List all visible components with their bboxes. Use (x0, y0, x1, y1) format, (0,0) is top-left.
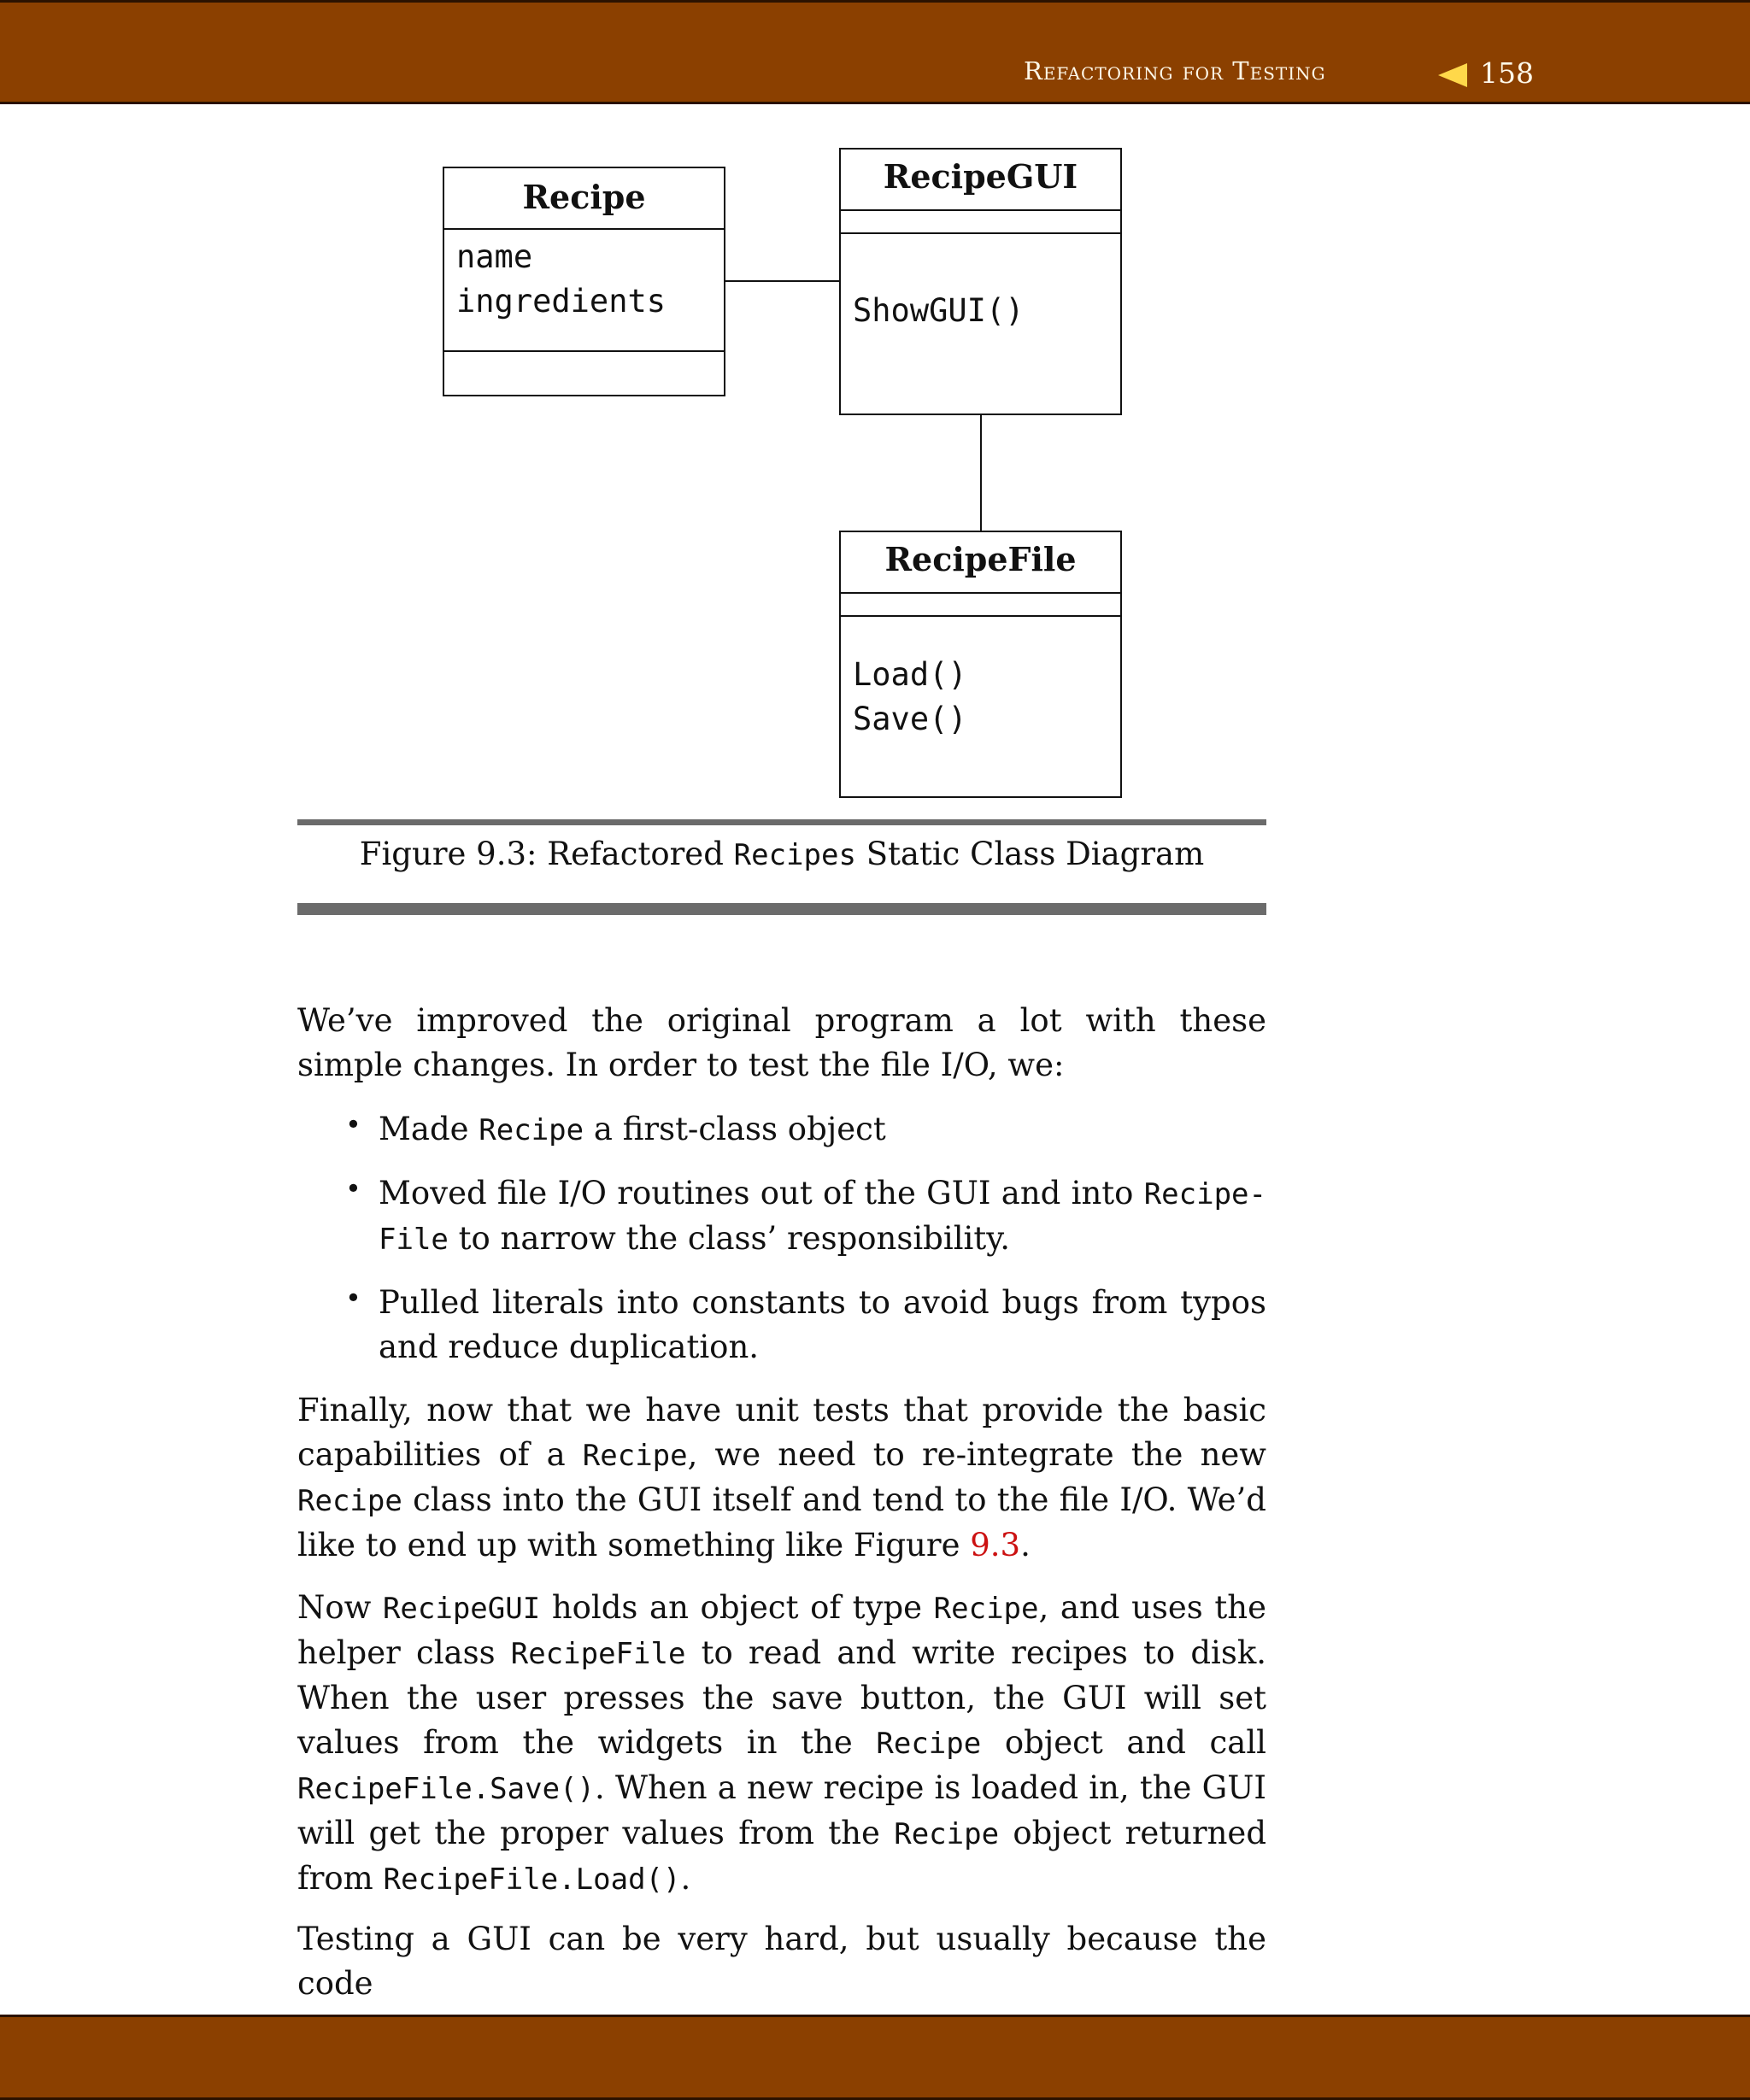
list-item: Moved file I/O routines out of the GUI and into Recipe-File to narrow the class’ responsibility. (379, 1175, 1266, 1257)
recipe-recipegui-association (725, 280, 839, 282)
recipe-methods (444, 352, 724, 395)
recipe-attributes (444, 230, 724, 352)
recipe-attribute: ingredients (456, 283, 667, 320)
recipefile-methods (841, 617, 1120, 796)
list-item: Made Recipe a first-class object (379, 1111, 886, 1147)
recipefile-method: Save() (853, 701, 967, 737)
recipegui-recipefile-association (980, 415, 982, 531)
bullet-icon: • (345, 1108, 361, 1141)
recipegui-class-name: RecipeGUI (841, 150, 1120, 211)
paragraph: Finally, now that we have unit tests that provide the basic capabilities of a Recipe, we need to re-integrate the new Recipe class into the GUI itself and tend to the file I/O. We’d like to end up with something like Figure 9.3. (297, 1392, 1266, 1563)
recipe-class-box (443, 167, 725, 396)
figure-link[interactable]: 9.3 (970, 1527, 1021, 1563)
figure-caption (297, 836, 1266, 872)
caption-code: Recipes (733, 838, 856, 872)
caption-top-rule (297, 819, 1266, 825)
back-arrow-icon[interactable] (1438, 63, 1467, 87)
footer-band (0, 2015, 1750, 2100)
caption-text: Figure 9.3: Refactored (359, 836, 724, 872)
recipefile-class-name: RecipeFile (841, 532, 1120, 594)
recipe-attribute: name (456, 238, 533, 275)
running-head: Refactoring for Testing (1024, 56, 1326, 85)
recipegui-attributes (841, 211, 1120, 234)
paragraph: Testing a GUI can be very hard, but usually because the code (297, 1921, 1266, 2002)
paragraph: Now RecipeGUI holds an object of type Recipe, and uses the helper class RecipeFile to read and write recipes to disk. When the user presses the save button, the GUI will set values from the widgets in the Recipe object and call RecipeFile.Save(). When a new recipe is loaded in, the GUI will get the proper values from the Recipe object returned from RecipeFile.Load(). (297, 1589, 1267, 1897)
list-item: Pulled literals into constants to avoid bugs from typos and reduce duplication. (379, 1284, 1266, 1365)
page-number: 158 (1480, 56, 1534, 90)
recipefile-class-box (839, 531, 1122, 798)
paragraph: We’ve improved the original program a lot with these simple changes. In order to test the file I/O, we: (297, 1002, 1266, 1083)
recipefile-attributes (841, 594, 1120, 617)
recipegui-class-box (839, 148, 1122, 415)
recipefile-method: Load() (853, 656, 967, 693)
bullet-icon: • (345, 1282, 361, 1314)
caption-text: Static Class Diagram (866, 836, 1205, 872)
caption-bottom-rule (297, 903, 1266, 915)
recipegui-methods (841, 234, 1120, 414)
recipegui-method: ShowGUI() (853, 292, 1025, 329)
bullet-icon: • (345, 1172, 361, 1205)
recipe-class-name: Recipe (444, 168, 724, 230)
